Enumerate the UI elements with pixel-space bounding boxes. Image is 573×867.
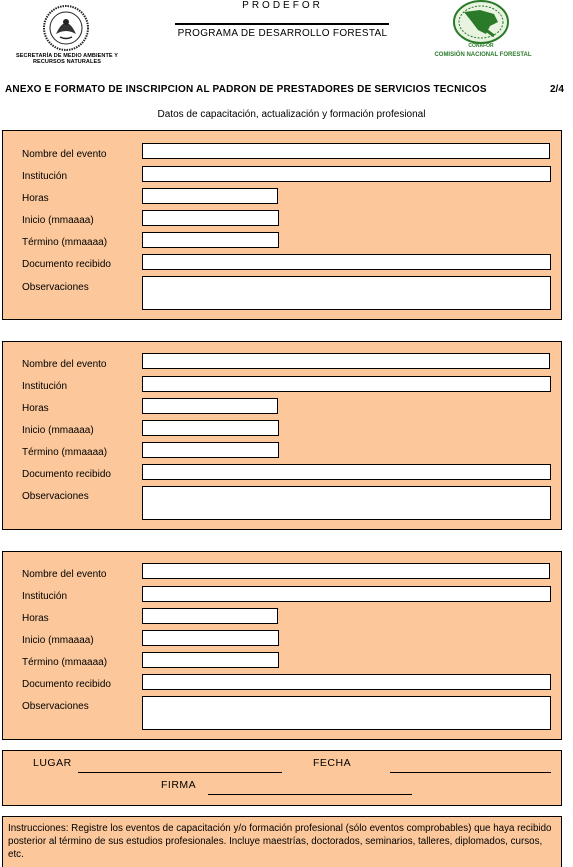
end-date-input[interactable] bbox=[142, 652, 279, 668]
training-event-panel-2 bbox=[2, 341, 562, 530]
event-name-input[interactable] bbox=[142, 563, 550, 579]
event-name-label: Nombre del evento bbox=[22, 569, 107, 580]
start-date-label: Inicio (mmaaaa) bbox=[22, 215, 94, 226]
institution-label: Institución bbox=[22, 381, 68, 392]
hours-label: Horas bbox=[22, 403, 49, 414]
start-date-input[interactable] bbox=[142, 420, 279, 436]
hours-label: Horas bbox=[22, 193, 49, 204]
institution-input[interactable] bbox=[142, 376, 551, 392]
conafor-name: COMISIÓN NACIONAL FORESTAL bbox=[434, 52, 532, 58]
program-name: PROGRAMA DE DESARROLLO FORESTAL bbox=[177, 28, 388, 39]
date-label: FECHA bbox=[313, 757, 352, 769]
institution-label: Institución bbox=[22, 171, 68, 182]
instructions-text: Instrucciones: Registre los eventos de capacitación y/o formación profesional (sólo eventos comprobables) que haya recibido posterior al término de sus estudios profesionales. Incluye maestrías, doctorados, seminarios, talleres, diplomados, cursos, etc. bbox=[8, 823, 552, 860]
conafor-logo bbox=[450, 0, 512, 50]
mexican-seal-logo bbox=[42, 4, 90, 52]
event-name-label: Nombre del evento bbox=[22, 149, 107, 160]
end-date-input[interactable] bbox=[142, 442, 279, 458]
document-received-label: Documento recibido bbox=[22, 469, 111, 480]
end-date-label: Término (mmaaaa) bbox=[22, 237, 108, 248]
signature-panel bbox=[2, 750, 562, 806]
document-received-label: Documento recibido bbox=[22, 679, 111, 690]
start-date-label: Inicio (mmaaaa) bbox=[22, 425, 94, 436]
place-label: LUGAR bbox=[33, 757, 72, 769]
header-divider bbox=[175, 23, 389, 25]
document-received-input[interactable] bbox=[142, 674, 551, 690]
institution-label: Institución bbox=[22, 591, 68, 602]
event-name-label: Nombre del evento bbox=[22, 359, 107, 370]
observations-input[interactable] bbox=[142, 486, 551, 520]
program-acronym: PRODEFOR bbox=[242, 0, 323, 11]
end-date-input[interactable] bbox=[142, 232, 279, 248]
event-name-input[interactable] bbox=[142, 353, 550, 369]
start-date-input[interactable] bbox=[142, 630, 279, 646]
signature-label: FIRMA bbox=[161, 779, 197, 791]
training-event-panel-1 bbox=[2, 130, 562, 320]
page-number: 2/4 bbox=[550, 84, 564, 95]
observations-label: Observaciones bbox=[22, 491, 89, 502]
document-received-input[interactable] bbox=[142, 254, 551, 270]
semarnat-name: SECRETARÍA DE MEDIO AMBIENTE Y RECURSOS NATURALES bbox=[15, 53, 118, 65]
institution-input[interactable] bbox=[142, 586, 551, 602]
conafor-logo-text: CONAFOR bbox=[468, 43, 494, 49]
institution-input[interactable] bbox=[142, 166, 551, 182]
document-title: ANEXO E FORMATO DE INSCRIPCION AL PADRON DE PRESTADORES DE SERVICIOS TECNICOS bbox=[5, 84, 487, 95]
observations-input[interactable] bbox=[142, 276, 551, 310]
date-line[interactable] bbox=[390, 772, 551, 773]
section-subtitle: Datos de capacitación, actualización y formación profesional bbox=[157, 109, 426, 120]
observations-input[interactable] bbox=[142, 696, 551, 730]
hours-input[interactable] bbox=[142, 398, 278, 414]
document-received-input[interactable] bbox=[142, 464, 551, 480]
hours-input[interactable] bbox=[142, 188, 278, 204]
start-date-label: Inicio (mmaaaa) bbox=[22, 635, 94, 646]
hours-input[interactable] bbox=[142, 608, 278, 624]
end-date-label: Término (mmaaaa) bbox=[22, 447, 108, 458]
hours-label: Horas bbox=[22, 613, 49, 624]
place-line[interactable] bbox=[78, 772, 282, 773]
training-event-panel-3 bbox=[2, 551, 562, 740]
end-date-label: Término (mmaaaa) bbox=[22, 657, 108, 668]
observations-label: Observaciones bbox=[22, 282, 89, 293]
observations-label: Observaciones bbox=[22, 701, 89, 712]
start-date-input[interactable] bbox=[142, 210, 279, 226]
signature-line[interactable] bbox=[208, 794, 412, 795]
document-received-label: Documento recibido bbox=[22, 259, 111, 270]
event-name-input[interactable] bbox=[142, 143, 550, 159]
